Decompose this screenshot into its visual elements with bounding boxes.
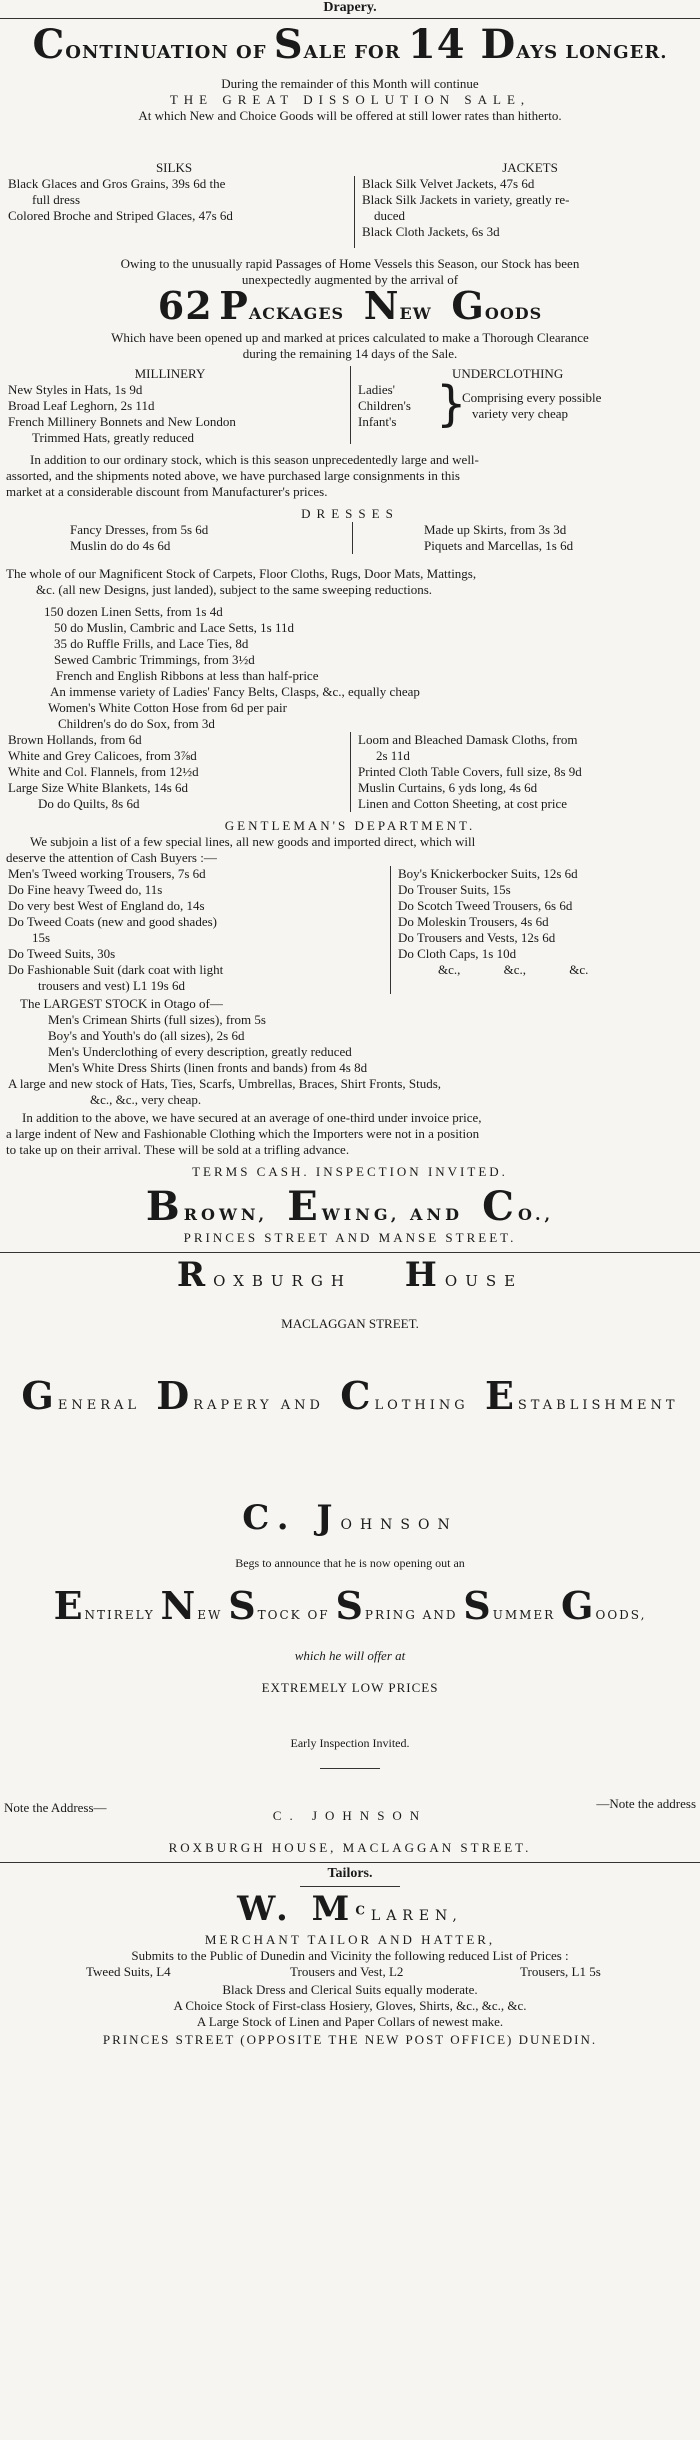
carpets-line: The whole of our Magnificent Stock of Carpets, Floor Cloths, Rugs, Door Mats, Mattings, xyxy=(6,566,477,581)
packages-number: 62 xyxy=(157,283,213,328)
silks-line: full dress xyxy=(32,192,81,207)
stock-part: EW xyxy=(197,1608,223,1622)
roxburgh-part: OUSE xyxy=(444,1272,524,1290)
gents-line: Do Tweed Coats (new and good shades) xyxy=(8,914,217,929)
establishment-initial: C xyxy=(340,1373,375,1418)
column-divider xyxy=(390,866,391,994)
closing-text xyxy=(0,1110,700,1158)
millinery-heading: MILLINERY xyxy=(134,366,206,381)
underclothing-left xyxy=(358,382,438,430)
gents-line: Do Fashionable Suit (dark coat with light xyxy=(8,962,224,977)
jackets-heading: JACKETS xyxy=(502,160,558,175)
linens-line: Women's White Cotton Hose from 6d per pair xyxy=(48,700,287,715)
packages-part: OODS xyxy=(484,304,543,323)
millinery-line: Broad Leaf Leghorn, 2s 11d xyxy=(8,398,155,413)
dresses-right xyxy=(424,522,694,554)
linens-line: Children's do do Sox, from 3d xyxy=(58,716,215,731)
mclaren-name xyxy=(0,1890,700,1935)
gents-line: 15s xyxy=(32,930,51,945)
largest-line: The LARGEST STOCK in Otago of— xyxy=(20,996,223,1011)
gents-line: Do Moleskin Trousers, 4s 6d xyxy=(398,914,549,929)
firm-initial: C xyxy=(482,1183,518,1230)
establishment-initial: D xyxy=(156,1373,194,1418)
packages-headline xyxy=(0,283,700,334)
johnson-name: C. JOHNSON xyxy=(272,1808,428,1823)
category-tailors: Tailors. xyxy=(327,1866,373,1881)
mclaren-lines xyxy=(0,1982,700,2030)
largest-line: Men's Crimean Shirts (full sizes), from 5s xyxy=(48,1012,266,1027)
addition-text xyxy=(0,452,700,500)
proprietor-initial: C. J xyxy=(242,1498,341,1538)
household-line: Loom and Bleached Damask Cloths, from xyxy=(358,732,578,747)
underclothing-item: Infant's xyxy=(358,414,397,429)
silks-list xyxy=(8,176,348,224)
dresses-line: Fancy Dresses, from 5s 6d xyxy=(70,522,209,537)
opened-text xyxy=(0,330,700,362)
gents-intro xyxy=(0,834,700,866)
gents-line: Boy's Knickerbocker Suits, 12s 6d xyxy=(398,866,578,881)
gents-heading: GENTLEMAN'S DEPARTMENT. xyxy=(224,818,476,833)
headline-initial: D xyxy=(465,21,517,68)
divider xyxy=(0,1252,700,1253)
roxburgh-address: ROXBURGH HOUSE, MACLAGGAN STREET. xyxy=(168,1840,532,1855)
gents-right xyxy=(398,866,696,978)
packages-part: EW xyxy=(399,304,432,323)
gents-line: Do Trouser Suits, 15s xyxy=(398,882,511,897)
headline-number: 14 xyxy=(407,21,466,68)
dresses-line: Muslin do do 4s 6d xyxy=(70,538,171,553)
linens-list xyxy=(44,604,684,732)
silks-line: Black Glaces and Gros Grains, 39s 6d the xyxy=(8,176,226,191)
underclothing-item: Children's xyxy=(358,398,411,413)
divider xyxy=(0,18,700,19)
jackets-line: duced xyxy=(374,208,406,223)
establishment-initial: E xyxy=(484,1373,518,1418)
jackets-line: Black Cloth Jackets, 6s 3d xyxy=(362,224,500,239)
stock-part: UMMER xyxy=(492,1608,556,1622)
divider xyxy=(0,1862,700,1863)
short-rule xyxy=(320,1768,380,1769)
gents-left xyxy=(8,866,388,994)
headline-initial: C xyxy=(32,21,66,68)
linens-line: 150 dozen Linen Setts, from 1s 4d xyxy=(44,604,223,619)
gents-line: Do very best West of England do, 14s xyxy=(8,898,205,913)
mclaren-part: LAREN, xyxy=(370,1908,463,1924)
mclaren-sup: C xyxy=(355,1903,371,1918)
household-line: White and Grey Calicoes, from 3⅞d xyxy=(8,748,197,763)
gents-line: Do Cloth Caps, 1s 10d xyxy=(398,946,517,961)
linens-line: French and English Ribbons at less than half-price xyxy=(56,668,319,683)
note-right: —Note the address xyxy=(596,1796,696,1811)
gents-intro-line: deserve the attention of Cash Buyers :— xyxy=(6,850,217,865)
roxburgh-initial: H xyxy=(404,1255,445,1295)
stock-initial: G xyxy=(561,1583,596,1628)
mclaren-price: Trousers and Vest, L2 xyxy=(290,1964,404,1979)
household-line: White and Col. Flannels, from 12½d xyxy=(8,764,199,779)
roxburgh-street: MACLAGGAN STREET. xyxy=(281,1316,419,1331)
establishment-title xyxy=(0,1373,700,1426)
establishment-initial: G xyxy=(21,1373,58,1418)
household-line: Do do Quilts, 8s 6d xyxy=(38,796,140,811)
stock-title xyxy=(0,1583,700,1635)
household-line: Printed Cloth Table Covers, full size, 8s 9d xyxy=(358,764,582,779)
stock-part: PRING AND xyxy=(364,1608,458,1622)
headline-part: ALE FOR xyxy=(303,42,408,63)
addition-line: In addition to our ordinary stock, which is this season unprecedentedly large and well- xyxy=(30,452,479,467)
opened-line: during the remaining 14 days of the Sale. xyxy=(242,346,458,361)
household-line: Muslin Curtains, 6 yds long, 4s 6d xyxy=(358,780,538,795)
millinery-line: Trimmed Hats, greatly reduced xyxy=(32,430,194,445)
firm-part: WING, AND xyxy=(321,1205,463,1224)
household-line: 2s 11d xyxy=(376,748,410,763)
jackets-line: Black Silk Jackets in variety, greatly re- xyxy=(362,192,570,207)
roxburgh-initial: R xyxy=(176,1255,214,1295)
closing-line: In addition to the above, we have secured at an average of one-third under invoice price, xyxy=(22,1110,482,1125)
column-divider xyxy=(352,522,353,554)
underclothing-line: Comprising every possible xyxy=(462,390,602,405)
carpets-text xyxy=(0,566,700,598)
dresses-left xyxy=(70,522,330,554)
owing-line: unexpectedly augmented by the arrival of xyxy=(241,272,459,287)
firm-address: PRINCES STREET AND MANSE STREET. xyxy=(183,1230,517,1245)
largest-line: &c., &c., very cheap. xyxy=(90,1092,202,1107)
packages-initial: N xyxy=(363,283,400,328)
firm-part: O., xyxy=(517,1205,555,1224)
dresses-line: Piquets and Marcellas, 1s 6d xyxy=(424,538,574,553)
jackets-list xyxy=(362,176,698,240)
stock-part: TOCK OF xyxy=(257,1608,330,1622)
gents-line: Do Scotch Tweed Trousers, 6s 6d xyxy=(398,898,573,913)
largest-line: A large and new stock of Hats, Ties, Scarfs, Umbrellas, Braces, Shirt Fronts, Studs, xyxy=(8,1076,442,1091)
largest-stock xyxy=(8,996,690,1108)
mclaren-line: A Large Stock of Linen and Paper Collars of newest make. xyxy=(196,2014,504,2029)
gents-line: Do Tweed Suits, 30s xyxy=(8,946,116,961)
millinery-line: New Styles in Hats, 1s 9d xyxy=(8,382,143,397)
opened-line: Which have been opened up and marked at prices calculated to make a Thorough Clearance xyxy=(111,330,589,345)
largest-line: Men's Underclothing of every description, greatly reduced xyxy=(48,1044,352,1059)
gents-line: trousers and vest) L1 19s 6d xyxy=(38,978,185,993)
household-line: Large Size White Blankets, 14s 6d xyxy=(8,780,189,795)
headline-part: ONTINUATION OF xyxy=(65,42,274,63)
linens-line: An immense variety of Ladies' Fancy Belts, Clasps, &c., equally cheap xyxy=(50,684,420,699)
largest-line: Boy's and Youth's do (all sizes), 2s 6d xyxy=(48,1028,245,1043)
begs-line: Begs to announce that he is now opening out an xyxy=(235,1556,465,1570)
stock-initial: S xyxy=(463,1583,493,1628)
intro-line: THE GREAT DISSOLUTION SALE, xyxy=(169,92,531,107)
category-drapery: Drapery. xyxy=(323,0,377,15)
packages-part: ACKAGES xyxy=(248,304,345,323)
household-line: Brown Hollands, from 6d xyxy=(8,732,142,747)
owing-line: Owing to the unusually rapid Passages of Home Vessels this Season, our Stock has been xyxy=(120,256,580,271)
terms: TERMS CASH. INSPECTION INVITED. xyxy=(192,1164,508,1179)
column-divider xyxy=(350,366,351,444)
prices-line: EXTREMELY LOW PRICES xyxy=(261,1680,439,1695)
firm-initial: B xyxy=(145,1183,184,1230)
mclaren-price: Trousers, L1 5s xyxy=(520,1964,601,1979)
proprietor-part: OHNSON xyxy=(340,1517,458,1533)
dresses-heading: DRESSES xyxy=(301,506,399,521)
headline-initial: S xyxy=(273,21,304,68)
underclothing-right xyxy=(462,390,692,422)
stock-part: OODS, xyxy=(595,1608,647,1622)
mclaren-price: Tweed Suits, L4 xyxy=(86,1964,171,1979)
intro xyxy=(0,76,700,124)
establishment-part: ENERAL xyxy=(57,1398,141,1413)
firm-part: ROWN, xyxy=(183,1205,269,1224)
linens-line: 35 do Ruffle Frills, and Lace Ties, 8d xyxy=(54,636,249,651)
addition-line: market at a considerable discount from Manufacturer's prices. xyxy=(6,484,328,499)
household-left xyxy=(8,732,348,812)
gents-line: Do Fine heavy Tweed do, 11s xyxy=(8,882,163,897)
brace-glyph: } xyxy=(436,376,467,432)
mclaren-line: A Choice Stock of First-class Hosiery, Gloves, Shirts, &c., &c., &c. xyxy=(173,1998,527,2013)
silks-line: Colored Broche and Striped Glaces, 47s 6d xyxy=(8,208,233,223)
roxburgh-title xyxy=(0,1256,700,1300)
firm-initial: E xyxy=(287,1183,322,1230)
household-right xyxy=(358,732,696,812)
stock-initial: S xyxy=(335,1583,365,1628)
mclaren-address: PRINCES STREET (OPPOSITE THE NEW POST OFFICE) DUNEDIN. xyxy=(102,2032,598,2047)
jackets-line: Black Silk Velvet Jackets, 47s 6d xyxy=(362,176,535,191)
stock-initial: S xyxy=(228,1583,258,1628)
packages-initial: P xyxy=(219,283,249,328)
stock-part: NTIRELY xyxy=(84,1608,155,1622)
mclaren-line: Black Dress and Clerical Suits equally moderate. xyxy=(222,1982,478,1997)
gents-line: Men's Tweed working Trousers, 7s 6d xyxy=(8,866,206,881)
closing-line: a large indent of New and Fashionable Clothing which the Importers were not in a position xyxy=(6,1126,480,1141)
underclothing-item: Ladies' xyxy=(358,382,395,397)
stock-initial: N xyxy=(160,1583,198,1628)
note-left: Note the Address— xyxy=(4,1800,107,1815)
dresses-line: Made up Skirts, from 3s 3d xyxy=(424,522,567,537)
establishment-part: STABLISHMENT xyxy=(517,1398,679,1413)
millinery-list xyxy=(8,382,340,446)
establishment-part: LOTHING xyxy=(374,1398,469,1413)
gents-line: &c., &c., &c. xyxy=(438,962,589,977)
mclaren-submits: Submits to the Public of Dunedin and Vicinity the following reduced List of Prices : xyxy=(131,1948,569,1963)
intro-line: During the remainder of this Month will continue xyxy=(221,76,479,91)
linens-line: 50 do Muslin, Cambric and Lace Setts, 1s 11d xyxy=(54,620,294,635)
establishment-part: RAPERY AND xyxy=(193,1398,324,1413)
gents-line: Do Trousers and Vests, 12s 6d xyxy=(398,930,556,945)
linens-line: Sewed Cambric Trimmings, from 3½d xyxy=(54,652,255,667)
intro-line: At which New and Choice Goods will be offered at still lower rates than hitherto. xyxy=(138,108,562,123)
short-rule xyxy=(300,1886,400,1887)
addition-line: assorted, and the shipments noted above, we have purchased large consignments in this xyxy=(6,468,460,483)
closing-line: to take up on their arrival. These will be sold at a trifling advance. xyxy=(6,1142,350,1157)
roxburgh-part: OXBURGH xyxy=(213,1272,352,1290)
owing-text xyxy=(0,256,700,288)
column-divider xyxy=(350,732,351,812)
household-line: Linen and Cotton Sheeting, at cost price xyxy=(358,796,568,811)
early-line: Early Inspection Invited. xyxy=(290,1736,410,1750)
carpets-line: &c. (all new Designs, just landed), subject to the same sweeping reductions. xyxy=(36,582,433,597)
proprietor-name xyxy=(0,1498,700,1545)
gents-intro-line: We subjoin a list of a few special lines, all new goods and imported direct, which will xyxy=(30,834,476,849)
mclaren-trade: MERCHANT TAILOR AND HATTER, xyxy=(204,1932,496,1947)
offer-line: which he will offer at xyxy=(294,1648,406,1663)
column-divider xyxy=(354,176,355,248)
underclothing-line: variety very cheap xyxy=(472,406,569,421)
headline-part: AYS LONGER. xyxy=(516,42,668,63)
underclothing-heading: UNDERCLOTHING xyxy=(452,366,564,381)
mclaren-initial: W. M xyxy=(237,1889,356,1929)
headline xyxy=(0,21,700,74)
millinery-line: French Millinery Bonnets and New London xyxy=(8,414,236,429)
firm-name xyxy=(0,1183,700,1236)
packages-initial: G xyxy=(451,283,485,328)
silks-heading: SILKS xyxy=(155,160,193,175)
largest-line: Men's White Dress Shirts (linen fronts and bands) from 4s 8d xyxy=(48,1060,368,1075)
stock-initial: E xyxy=(53,1583,85,1628)
